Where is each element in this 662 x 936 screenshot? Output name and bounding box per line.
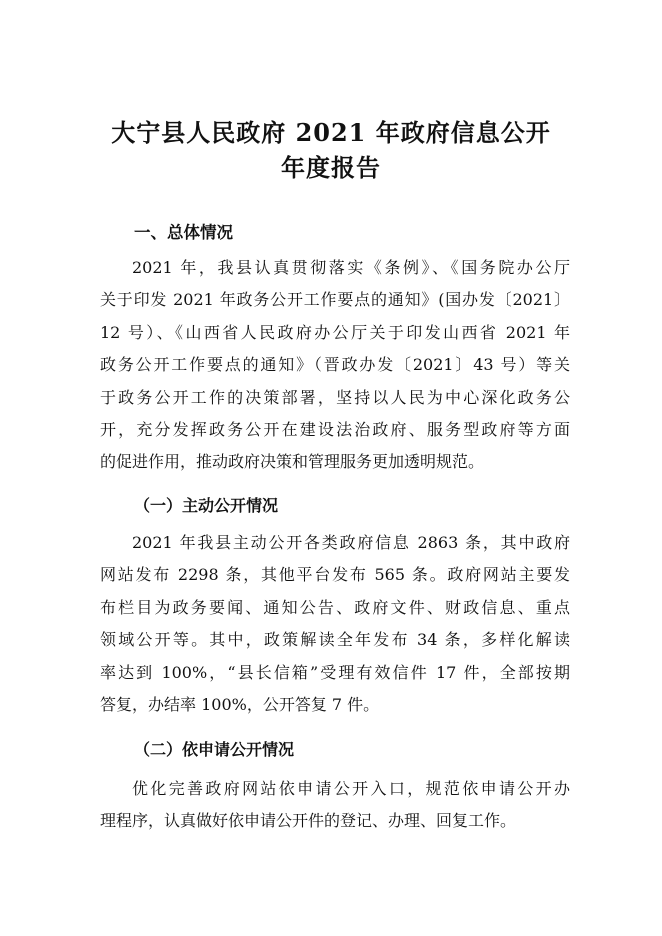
paragraph-line: 网站发布 2298 条，其他平台发布 565 条。政府网站主要发	[100, 565, 570, 585]
paragraph-line: 布栏目为政务要闻、通知公告、政府文件、财政信息、重点	[100, 597, 570, 617]
document-title-line-1: 大宁县人民政府 2021 年政府信息公开	[111, 118, 551, 147]
paragraph-line: 的促进作用，推动政府决策和管理服务更加透明规范。	[100, 452, 485, 472]
subsection-heading-request-disclosure: （二）依申请公开情况	[134, 740, 295, 759]
subsection-request-disclosure-paragraph	[100, 773, 570, 838]
section-overview-paragraph	[100, 252, 570, 479]
paragraph-line: 优化完善政府网站依申请公开入口，规范依申请公开办	[132, 779, 570, 798]
paragraph-line: 答复，办结率 100%，公开答复 7 件。	[100, 694, 380, 714]
subsection-heading-proactive-disclosure: （一）主动公开情况	[134, 496, 279, 515]
paragraph-line: 2021 年，我县认真贯彻落实《条例》、《国务院办公厅	[132, 258, 570, 277]
paragraph-line: 关于印发 2021 年政务公开工作要点的通知》(国办发〔2021〕	[100, 290, 570, 310]
paragraph-line: 政务公开工作要点的通知》（晋政办发〔2021〕43 号）等关	[100, 355, 570, 375]
paragraph-line: 率达到 100%，“县长信箱”受理有效信件 17 件，全部按期	[100, 662, 570, 682]
paragraph-line: 开，充分发挥政务公开在建设法治政府、服务型政府等方面	[100, 419, 570, 439]
subsection-proactive-disclosure-paragraph	[100, 527, 570, 721]
section-heading-overview: 一、总体情况	[134, 223, 233, 242]
paragraph-line: 2021 年我县主动公开各类政府信息 2863 条，其中政府	[132, 533, 570, 552]
paragraph-line: 领域公开等。其中，政策解读全年发布 34 条，多样化解读	[100, 630, 570, 650]
document-title-line-2: 年度报告	[281, 153, 381, 182]
paragraph-line: 理程序，认真做好依申请公开件的登记、办理、回复工作。	[100, 811, 517, 831]
paragraph-line: 于政务公开工作的决策部署，坚持以人民为中心深化政务公	[100, 387, 570, 407]
paragraph-line: 12 号）、《山西省人民政府办公厅关于印发山西省 2021 年	[100, 322, 570, 342]
